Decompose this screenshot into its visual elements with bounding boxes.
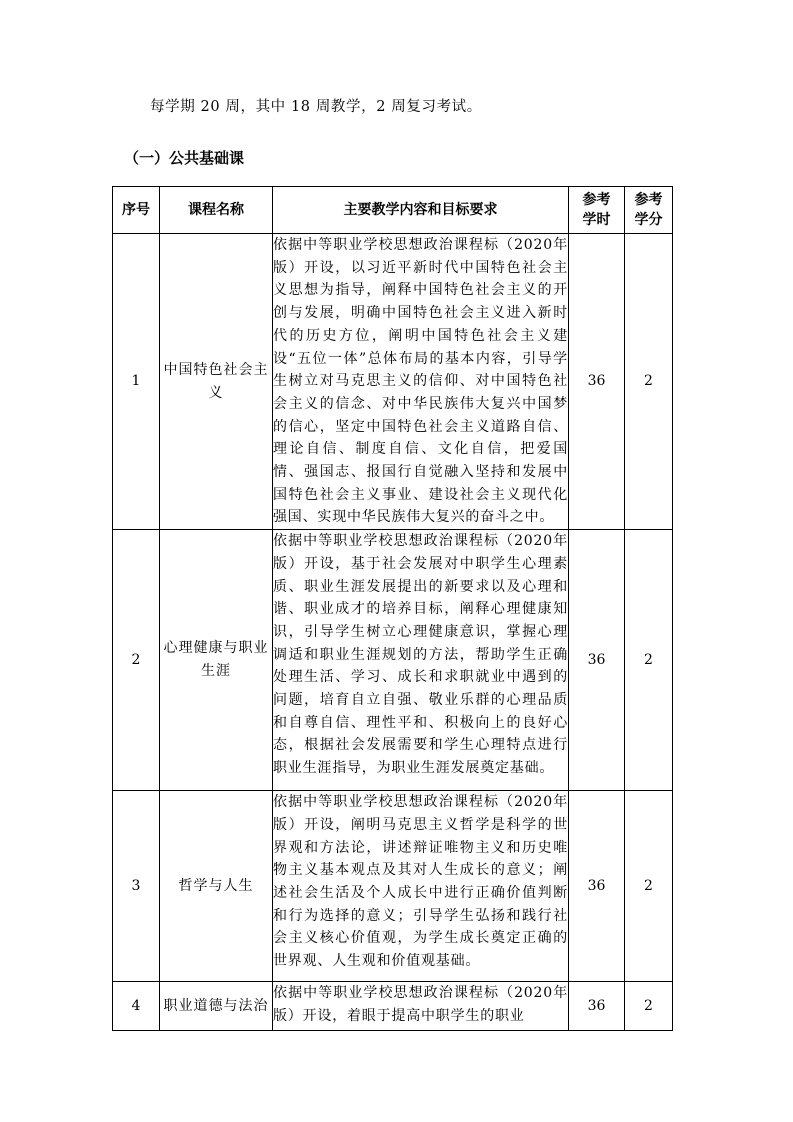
- row-number: 2: [113, 530, 160, 791]
- header-credits-label: 参考学分: [634, 192, 663, 228]
- course-content: 依据中等职业学校思想政治课程标（2020年版）开设，以习近平新时代中国特色社会主义思想为指导，阐释中国特色社会主义的开创与发展，明确中国特色社会主义进入新时代的历史方位，阐明中国特色社会主义建设“五位一体”总体布局的基本内容，引导学生树立对马克思主义的信仰、对中国特色社会主义的信念、对中华民族伟大复兴中国梦的信心，坚定中国特色社会主义道路自信、理论自信、制度自信、文化自信，把爱国情、强国志、报国行自觉融入坚持和发展中国特色社会主义事业、建设社会主义现代化强国、实现中华民族伟大复兴的奋斗之中。: [273, 234, 569, 530]
- course-content-cell: [273, 982, 569, 1031]
- table-row: [113, 982, 673, 1031]
- row-number: 3: [113, 791, 160, 982]
- course-hours: 36: [569, 530, 625, 791]
- course-content: 依据中等职业学校思想政治课程标（2020年版）开设，基于社会发展对中职学生心理素质、职业生涯发展提出的新要求以及心理和谐、职业成才的培养目标，阐释心理健康知识，引导学生树立心理健康意识，掌握心理调适和职业生涯规划的方法，帮助学生正确处理生活、学习、成长和求职就业中遇到的问题，培育自立自强、敬业乐群的心理品质和自尊自信、理性平和、积极向上的良好心态，根据社会发展需要和学生心理特点进行职业生涯指导，为职业生涯发展奠定基础。: [273, 530, 569, 791]
- header-no: 序号: [113, 187, 160, 234]
- header-content: 主要教学内容和目标要求: [273, 187, 569, 234]
- header-course-name: 课程名称: [160, 187, 273, 234]
- header-credits: [625, 187, 673, 234]
- table-row: [113, 234, 673, 530]
- course-credits: 2: [625, 530, 673, 791]
- course-name: 职业道德与法治: [160, 982, 273, 1031]
- course-name: 心理健康与职业生涯: [160, 530, 273, 791]
- course-credits: 2: [625, 791, 673, 982]
- course-name: 哲学与人生: [160, 791, 273, 982]
- course-hours: 36: [569, 234, 625, 530]
- row-number: 1: [113, 234, 160, 530]
- course-content: 依据中等职业学校思想政治课程标（2020年版）开设，阐明马克思主义哲学是科学的世界观和方法论，讲述辩证唯物主义和历史唯物主义基本观点及其对人生成长的意义；阐述社会生活及个人成长中进行正确价值判断和行为选择的意义；引导学生弘扬和践行社会主义核心价值观，为学生成长奠定正确的世界观、人生观和价值观基础。: [273, 791, 569, 982]
- header-hours-label: 参考学时: [582, 192, 611, 228]
- table-row: [113, 530, 673, 791]
- table-row: [113, 791, 673, 982]
- course-credits: 2: [625, 982, 673, 1031]
- intro-paragraph: 每学期 20 周，其中 18 周教学，2 周复习考试。: [150, 99, 482, 115]
- course-hours: 36: [569, 982, 625, 1031]
- course-content: 依据中等职业学校思想政治课程标（2020年版）开设，着眼于提高中职学生的职业: [273, 985, 568, 1024]
- course-hours: 36: [569, 791, 625, 982]
- course-credits: 2: [625, 234, 673, 530]
- section-heading: （一）公共基础课: [124, 149, 245, 167]
- course-table: [112, 186, 673, 1031]
- table-header-row: [113, 187, 673, 234]
- header-hours: [569, 187, 625, 234]
- row-number: 4: [113, 982, 160, 1031]
- course-name: 中国特色社会主义: [160, 234, 273, 530]
